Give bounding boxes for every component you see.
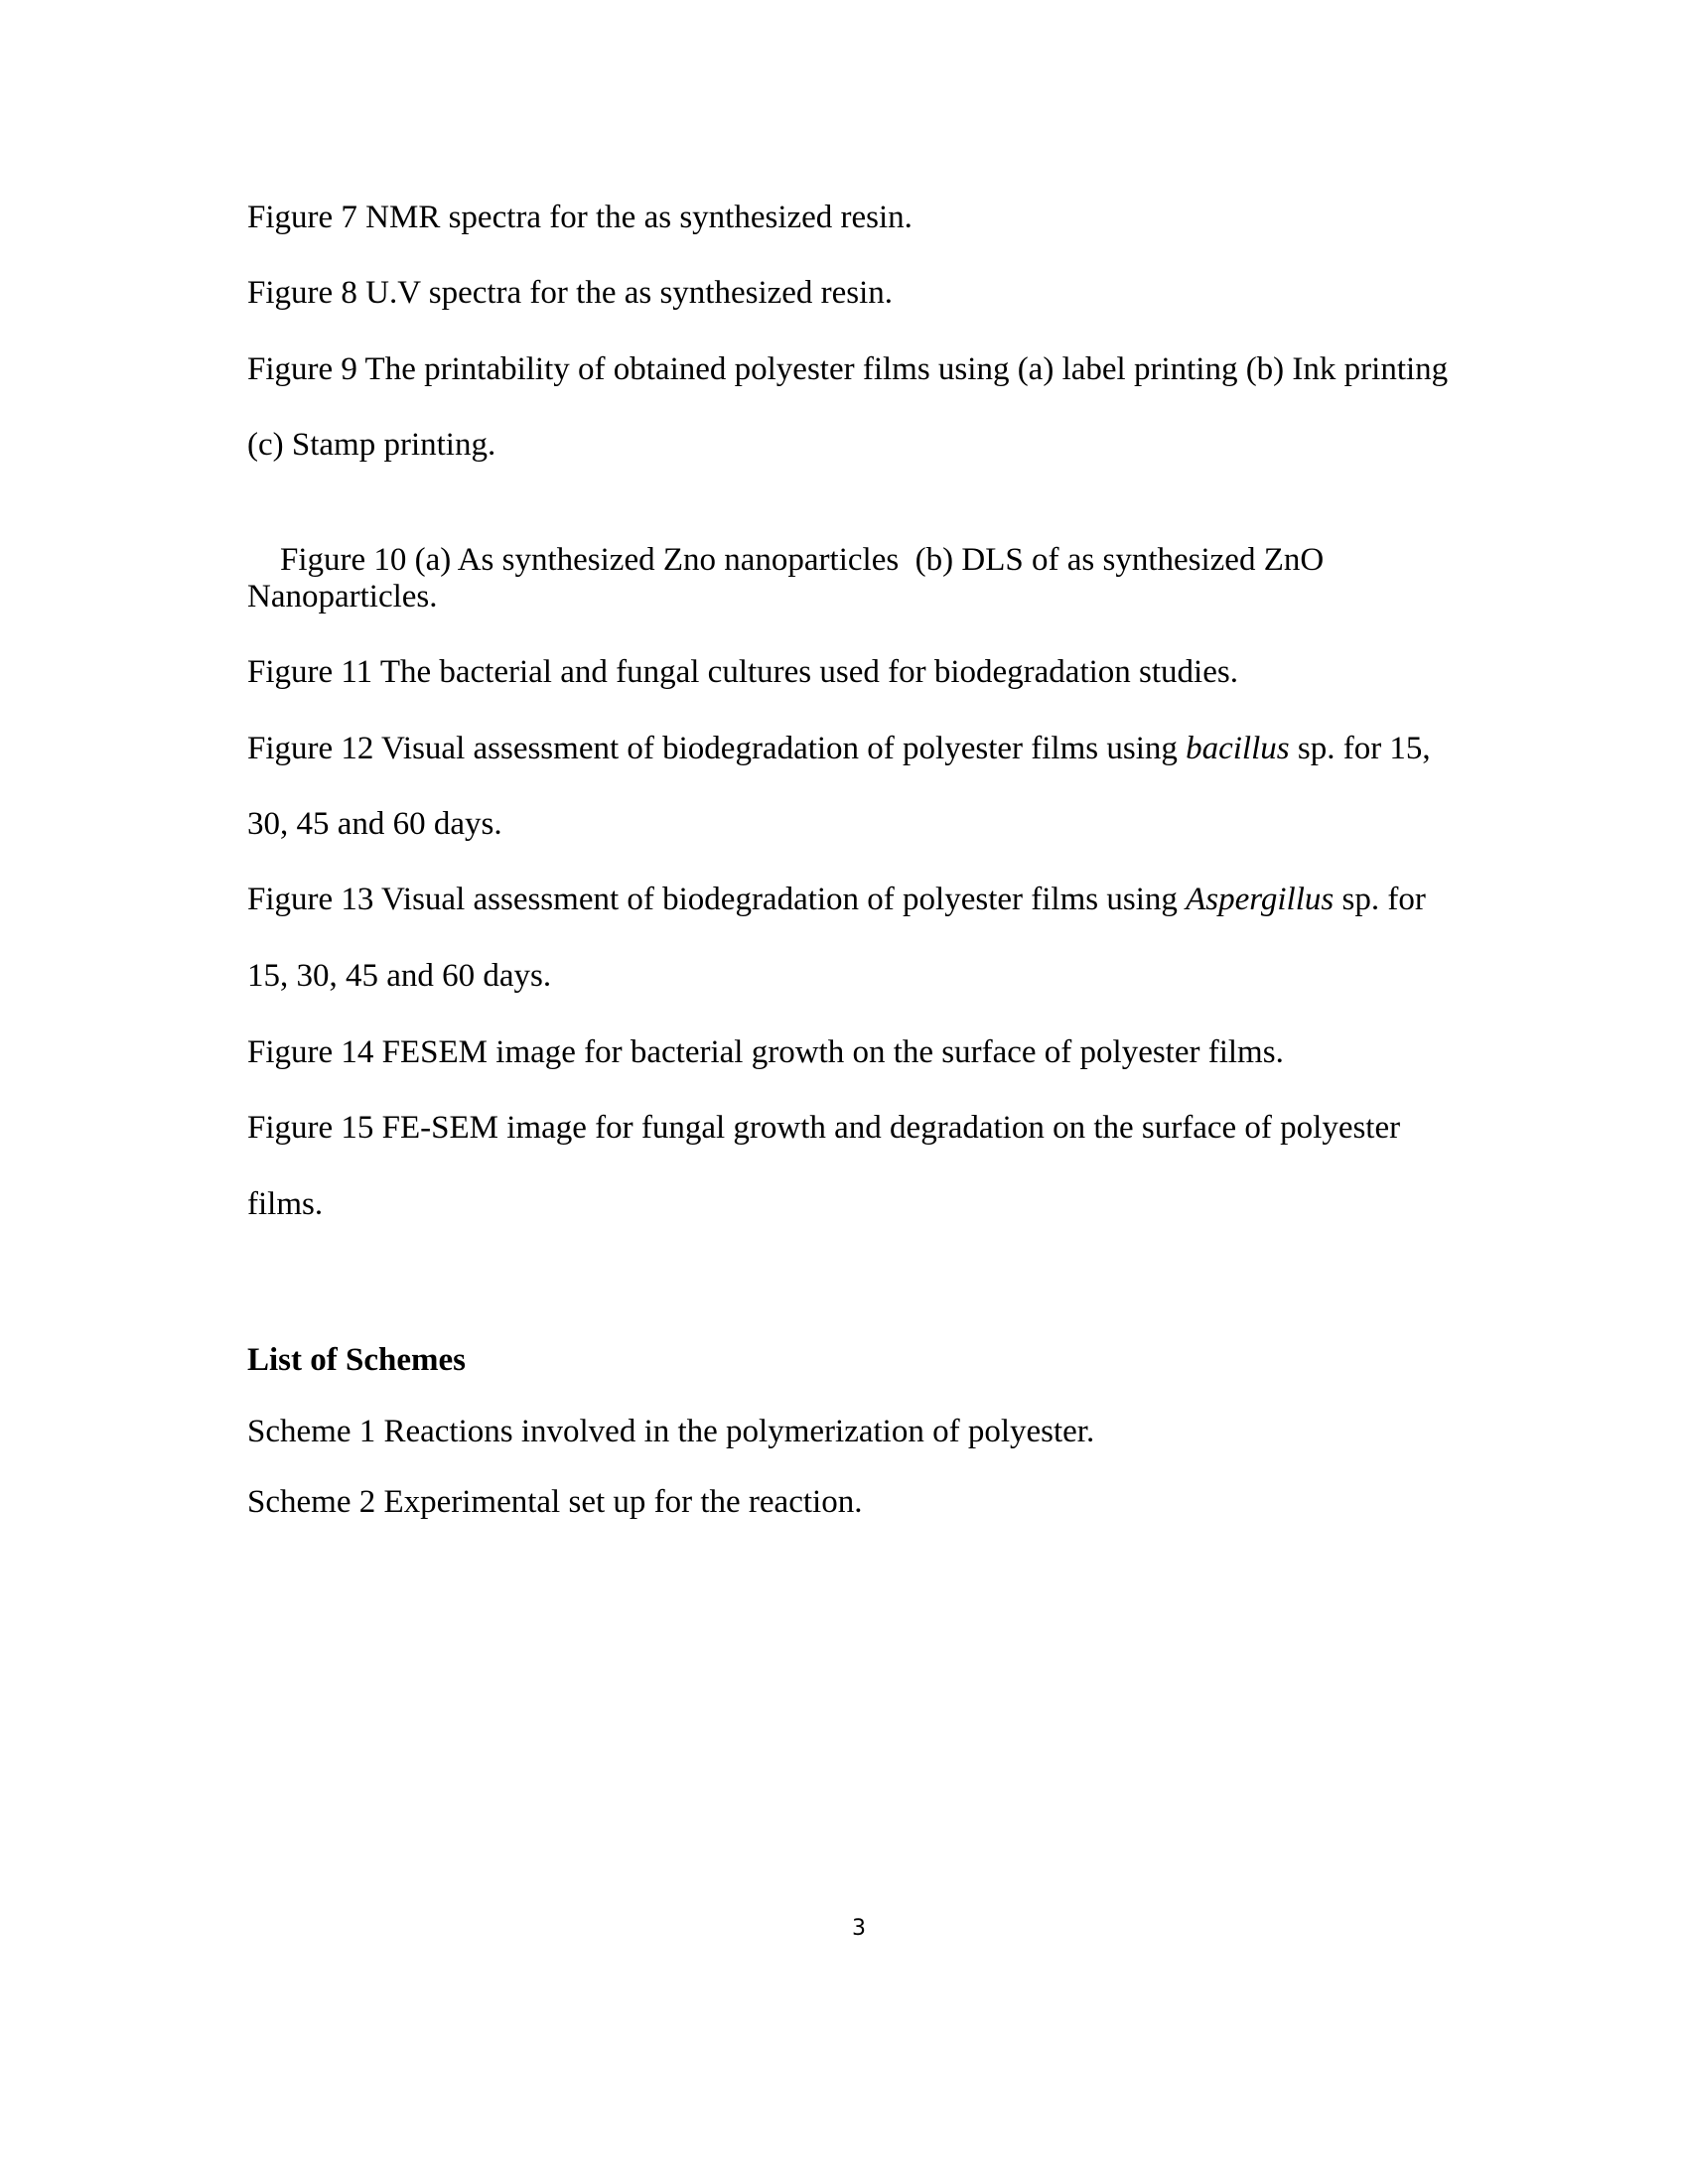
figure-caption-11 (247, 652, 1238, 692)
figure-caption-12-line-1 (247, 729, 1431, 768)
scheme-caption-2: Scheme 2 Experimental set up for the reaction. (247, 1484, 863, 1520)
figure-caption-9-line-2 (247, 425, 495, 465)
figure-caption-15-line-2 (247, 1184, 323, 1224)
caption-text: sp. for (1334, 882, 1426, 917)
figure-caption-9-line-1 (247, 349, 1448, 389)
figure-caption-8 (247, 273, 893, 313)
caption-text: films. (247, 1186, 324, 1222)
caption-text: 30, 45 and 60 days. (247, 806, 502, 842)
figure-caption-10-line-2 (247, 577, 438, 616)
species-name-italic: Aspergillus (1186, 882, 1335, 917)
figure-caption-7 (247, 198, 913, 237)
caption-text: Figure 7 NMR spectra for the as synthesized resin. (247, 200, 913, 235)
caption-text: Figure 10 (a) As synthesized Zno nanoparticles (b) DLS of as synthesized ZnO (280, 542, 1325, 578)
caption-text: Figure 13 Visual assessment of biodegradation of polyester films using (247, 882, 1187, 917)
caption-text: Figure 11 The bacterial and fungal cultures used for biodegradation studies. (247, 654, 1238, 690)
figure-caption-15-line-1 (247, 1108, 1400, 1148)
caption-text: Figure 15 FE-SEM image for fungal growth and degradation on the surface of polyester (247, 1110, 1401, 1146)
section-heading: List of Schemes (247, 1342, 466, 1378)
caption-text: sp. for 15, (1289, 731, 1431, 766)
caption-text: 15, 30, 45 and 60 days. (247, 958, 552, 994)
figure-caption-14 (247, 1032, 1284, 1072)
figure-caption-13-line-2 (247, 956, 551, 996)
caption-text: Figure 14 FESEM image for bacterial growth on the surface of polyester films. (247, 1034, 1284, 1070)
caption-text: Figure 12 Visual assessment of biodegradation of polyester films using (247, 731, 1187, 766)
caption-text: (c) Stamp printing. (247, 427, 496, 463)
scheme-caption-1: Scheme 1 Reactions involved in the polymerization of polyester. (247, 1414, 1095, 1449)
caption-text: Figure 8 U.V spectra for the as synthesized resin. (247, 275, 894, 311)
page-number: 3 (852, 1916, 866, 1941)
species-name-italic: bacillus (1186, 731, 1290, 766)
figure-caption-12-line-2 (247, 804, 502, 844)
figure-caption-13-line-1 (247, 880, 1426, 919)
caption-text: Figure 9 The printability of obtained polyester films using (a) label printing (b) Ink printing (247, 351, 1449, 387)
caption-text: Nanoparticles. (247, 579, 438, 614)
